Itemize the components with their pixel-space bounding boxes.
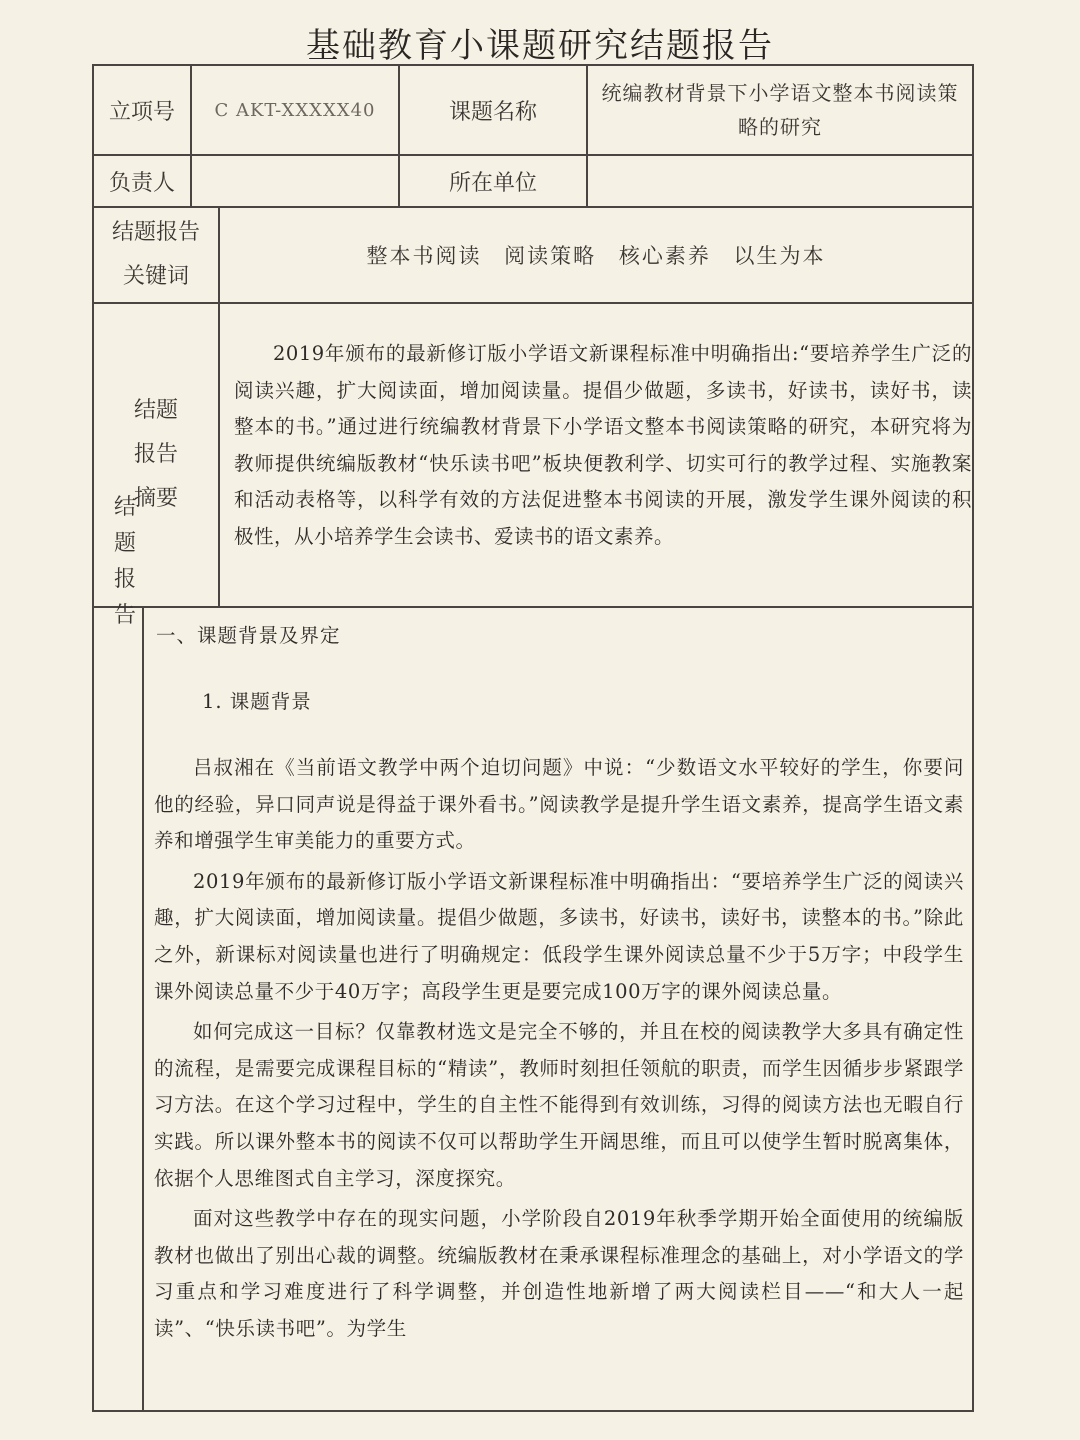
section-heading: 一、课题背景及界定 [156,624,341,647]
topic-value: 统编教材背景下小学语文整本书阅读策略的研究 [601,81,959,139]
report-paragraph: 吕叔湘在《当前语文教学中两个迫切问题》中说：“少数语文水平较好的学生，你要问他的经验，异口同声说是得益于课外看书。”阅读教学是提升学生语文素养，提高学生语文素养和增强学生审美能力的重要方式。 [154,756,964,853]
report-label: 结题报告 [113,495,136,628]
abstract-label: 结题报告摘要 [133,398,178,511]
abstract-text: 2019年颁布的最新修订版小学语文新课程标准中明确指出:“要培养学生广泛的阅读兴趣，扩大阅读面，增加阅读量。提倡少做题，多读书，好读书，读好书，读整本的书。”通过进行统编教材背景下小学语文整本书阅读策略的研究，本研究将为教师提供统编版教材“快乐读书吧”板块便教利学、切实可行的教学过程、实施教案和活动表格等，以科学有效的方法促进整本书阅读的开展，激发学生课外阅读的积极性，从小培养学生会读书、爱读书的语文素养。 [234,342,972,548]
project-id-label: 立项号 [108,99,175,125]
leader-value [192,156,398,206]
keywords-value: 整本书阅读 阅读策略 核心素养 以生为本 [366,244,826,268]
report-paragraph: 如何完成这一目标？仅靠教材选文是完全不够的，并且在校的阅读教学大多具有确定性的流程，是需要完成课程目标的“精读”，教师时刻担任领航的职责，而学生因循步步紧跟学习方法。在这个学习过程中，学生的自主性不能得到有效训练，习得的阅读方法也无暇自行实践。所以课外整本书的阅读不仅可以帮助学生开阔思维，而且可以使学生暂时脱离集体，依据个人思维图式自主学习，深度探究。 [154,1020,964,1190]
topic-label: 课题名称 [448,99,537,125]
report-paragraph: 面对这些教学中存在的现实问题，小学阶段自2019年秋季学期开始全面使用的统编版教材也做出了别出心裁的调整。统编版教材在秉承课程标准理念的基础上，对小学语文的学习重点和学习难度进行了科学调整，并创造性地新增了两大阅读栏目——“和大人一起读”、“快乐读书吧”。为学生 [154,1207,964,1340]
col-divider [142,606,144,1412]
report-paragraph: 2019年颁布的最新修订版小学语文新课程标准中明确指出：“要培养学生广泛的阅读兴趣，扩大阅读面，增加阅读量。提倡少做题，多读书，好读书，读好书，读整本的书。”除此之外，新课标对阅读量也进行了明确规定：低段学生课外阅读总量不少于5万字；中段学生课外阅读总量不少于40万字；高段学生更是要完成100万字的课外阅读总量。 [154,869,964,1003]
row-divider [94,606,972,608]
keywords-label: 结题报告关键词 [111,220,200,289]
report-paragraphs [154,750,964,1352]
unit-value [588,156,972,206]
unit-label: 所在单位 [448,170,537,196]
page-title: 基础教育小课题研究结题报告 [306,26,774,66]
report-form-table [92,64,974,1412]
project-id-value: C AKT-XXXXX40 [214,99,376,121]
row-divider [94,302,972,304]
sub-heading: 1. 课题背景 [202,690,312,713]
leader-label: 负责人 [108,170,175,196]
